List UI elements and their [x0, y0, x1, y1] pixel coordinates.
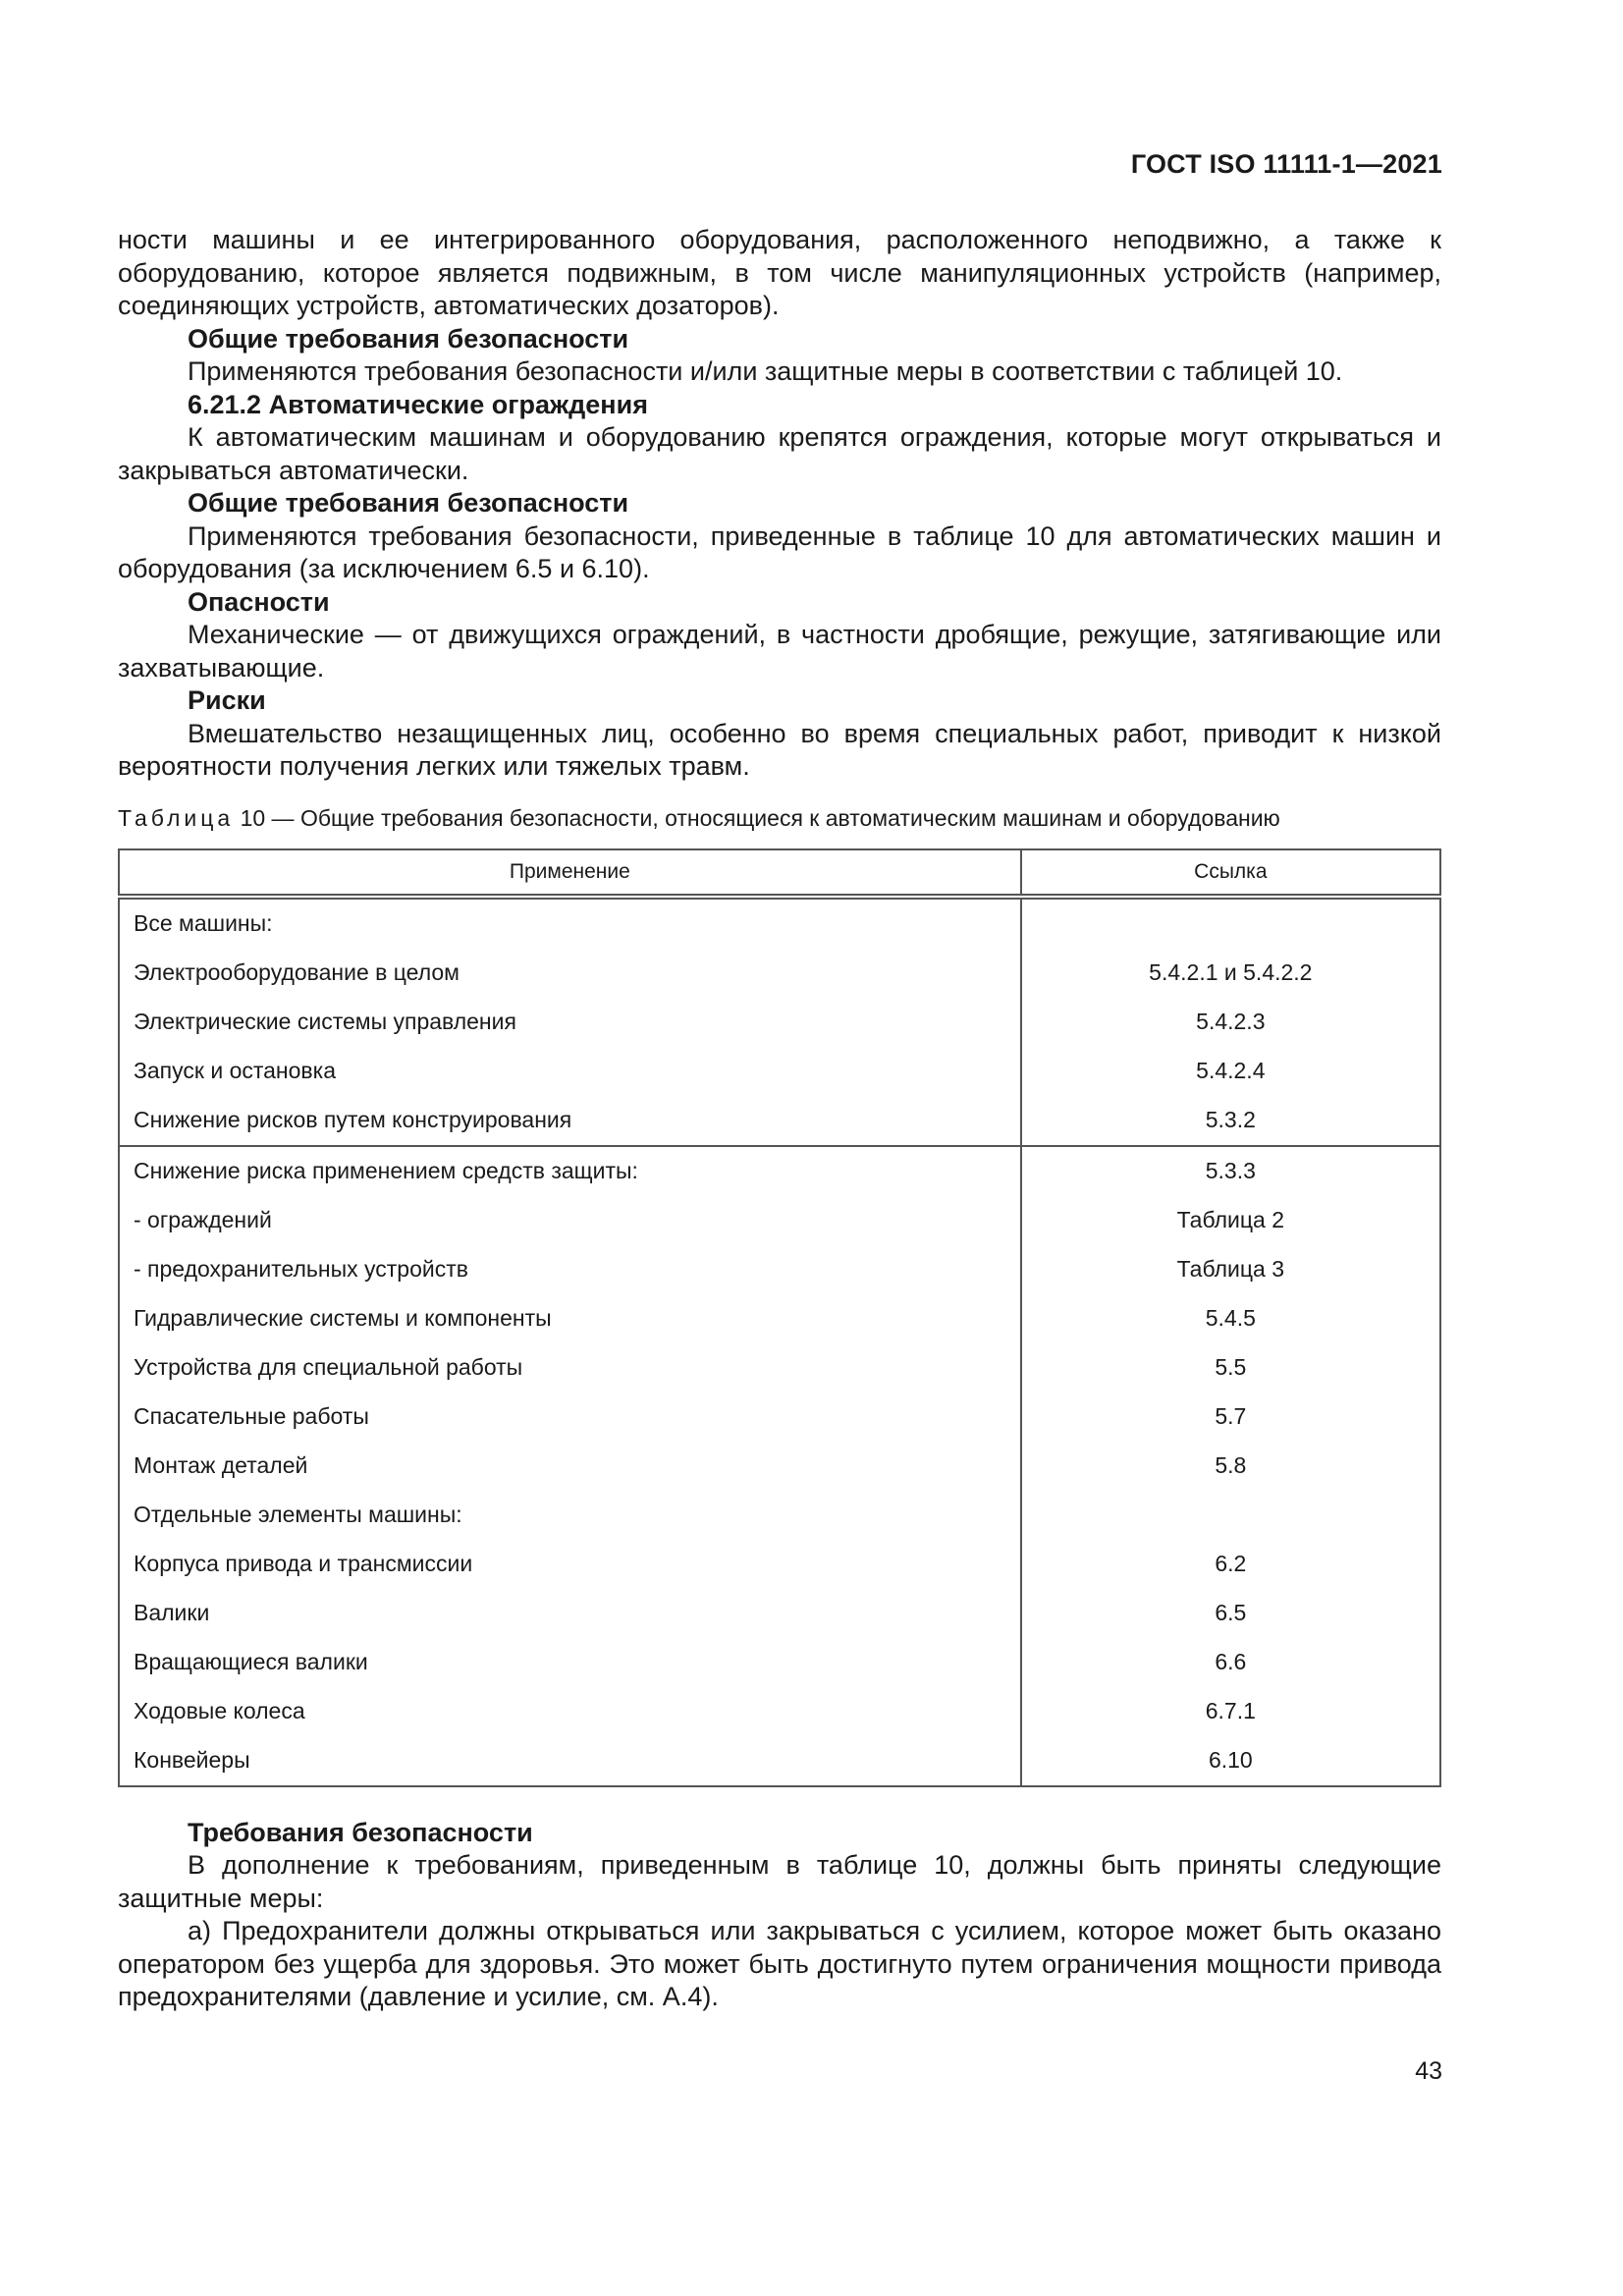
- paragraph-hazards: Механические — от движущихся ограждений, в частности дробящие, режущие, затягивающие или захватывающие.: [118, 620, 1441, 683]
- cell-reference: Таблица 3: [1021, 1245, 1440, 1294]
- table-row: [119, 998, 1440, 1047]
- cell-application: Отдельные элементы машины:: [119, 1491, 1021, 1540]
- cell-application: - предохранительных устройств: [119, 1245, 1021, 1294]
- cell-reference: 6.10: [1021, 1736, 1440, 1786]
- table-row: [119, 1638, 1440, 1687]
- cell-reference: 5.4.2.3: [1021, 998, 1440, 1047]
- table-row: [119, 1047, 1440, 1096]
- heading-general-requirements-1: Общие требования безопасности: [188, 323, 629, 354]
- cell-application: Валики: [119, 1589, 1021, 1638]
- cell-reference: [1021, 1491, 1440, 1540]
- column-header-reference: Ссылка: [1021, 849, 1440, 897]
- table-row: [119, 1491, 1440, 1540]
- cell-reference: 5.7: [1021, 1393, 1440, 1442]
- page-content: [118, 224, 1441, 2014]
- document-code: ГОСТ ISO 11111-1—2021: [1130, 149, 1442, 179]
- cell-reference: [1021, 897, 1440, 949]
- cell-reference: 5.4.5: [1021, 1294, 1440, 1343]
- table-row: [119, 1442, 1440, 1491]
- paragraph-continuation: ности машины и ее интегрированного оборудования, расположенного неподвижно, а также к оборудованию, которое является подвижным, в том числе манипуляционных устройств (например, соединяющих устройств, автоматических дозаторов).: [118, 225, 1441, 320]
- cell-application: Спасательные работы: [119, 1393, 1021, 1442]
- paragraph-general-2: Применяются требования безопасности, приведенные в таблице 10 для автоматических машин и оборудования (за исключением 6.5 и 6.10).: [118, 520, 1441, 583]
- cell-application: Запуск и остановка: [119, 1047, 1021, 1096]
- table-row: [119, 1294, 1440, 1343]
- cell-reference: 5.3.2: [1021, 1096, 1440, 1146]
- table-row: [119, 897, 1440, 949]
- cell-reference: 5.3.3: [1021, 1146, 1440, 1196]
- paragraph-automatic-guards: К автоматическим машинам и оборудованию крепятся ограждения, которые могут открываться и закрываться автоматически.: [118, 422, 1441, 485]
- table-caption-word: Таблица: [118, 804, 235, 831]
- cell-reference: 5.4.2.1 и 5.4.2.2: [1021, 949, 1440, 998]
- page-number: 43: [1415, 2057, 1442, 2085]
- cell-reference: 5.4.2.4: [1021, 1047, 1440, 1096]
- section-heading-6-21-2: 6.21.2 Автоматические ограждения: [188, 389, 648, 419]
- cell-application: Все машины:: [119, 897, 1021, 949]
- after-table-section: [118, 1817, 1441, 2014]
- table-header-row: [119, 849, 1440, 897]
- heading-hazards: Опасности: [188, 586, 330, 617]
- table-row: [119, 1540, 1440, 1589]
- cell-application: Вращающиеся валики: [119, 1638, 1021, 1687]
- cell-application: Электрические системы управления: [119, 998, 1021, 1047]
- heading-general-requirements-2: Общие требования безопасности: [188, 488, 629, 518]
- cell-application: Корпуса привода и трансмиссии: [119, 1540, 1021, 1589]
- cell-application: Электрооборудование в целом: [119, 949, 1021, 998]
- cell-reference: 6.7.1: [1021, 1687, 1440, 1736]
- table-caption-title: 10 — Общие требования безопасности, относящиеся к автоматическим машинам и оборудованию: [240, 804, 1280, 831]
- cell-reference: 6.5: [1021, 1589, 1440, 1638]
- table-row: [119, 1393, 1440, 1442]
- table-row: [119, 1196, 1440, 1245]
- paragraph-risks: Вмешательство незащищенных лиц, особенно во время специальных работ, приводит к низкой вероятности получения легких или тяжелых травм.: [118, 718, 1441, 781]
- table-row: [119, 1245, 1440, 1294]
- cell-application: Конвейеры: [119, 1736, 1021, 1786]
- cell-reference: 6.2: [1021, 1540, 1440, 1589]
- paragraph-general-1: Применяются требования безопасности и/или защитные меры в соответствии с таблицей 10.: [188, 356, 1343, 386]
- cell-reference: 5.5: [1021, 1343, 1440, 1393]
- cell-application: - ограждений: [119, 1196, 1021, 1245]
- cell-reference: 5.8: [1021, 1442, 1440, 1491]
- cell-application: Ходовые колеса: [119, 1687, 1021, 1736]
- column-header-application: Применение: [119, 849, 1021, 897]
- paragraph-additional-measures: В дополнение к требованиям, приведенным в таблице 10, должны быть приняты следующие защитные меры:: [118, 1850, 1441, 1913]
- cell-application: Снижение рисков путем конструирования: [119, 1096, 1021, 1146]
- table-row: [119, 949, 1440, 998]
- table-row: [119, 1687, 1440, 1736]
- cell-application: Устройства для специальной работы: [119, 1343, 1021, 1393]
- requirements-table: [118, 848, 1441, 1787]
- table-row: [119, 1096, 1440, 1146]
- cell-application: Монтаж деталей: [119, 1442, 1021, 1491]
- table-caption: [118, 803, 1441, 833]
- table-row: [119, 1343, 1440, 1393]
- heading-risks: Риски: [188, 685, 266, 715]
- heading-safety-requirements: Требования безопасности: [188, 1817, 533, 1847]
- cell-application: Снижение риска применением средств защиты:: [119, 1146, 1021, 1196]
- cell-application: Гидравлические системы и компоненты: [119, 1294, 1021, 1343]
- cell-reference: 6.6: [1021, 1638, 1440, 1687]
- cell-reference: Таблица 2: [1021, 1196, 1440, 1245]
- paragraph-item-a: а) Предохранители должны открываться или закрываться с усилием, которое может быть оказано оператором без ущерба для здоровья. Это может быть достигнуто путем ограничения мощности привода предохранителями (давление и усилие, см. А.4).: [118, 1916, 1441, 2011]
- table-row: [119, 1146, 1440, 1196]
- table-row: [119, 1736, 1440, 1786]
- table-row: [119, 1589, 1440, 1638]
